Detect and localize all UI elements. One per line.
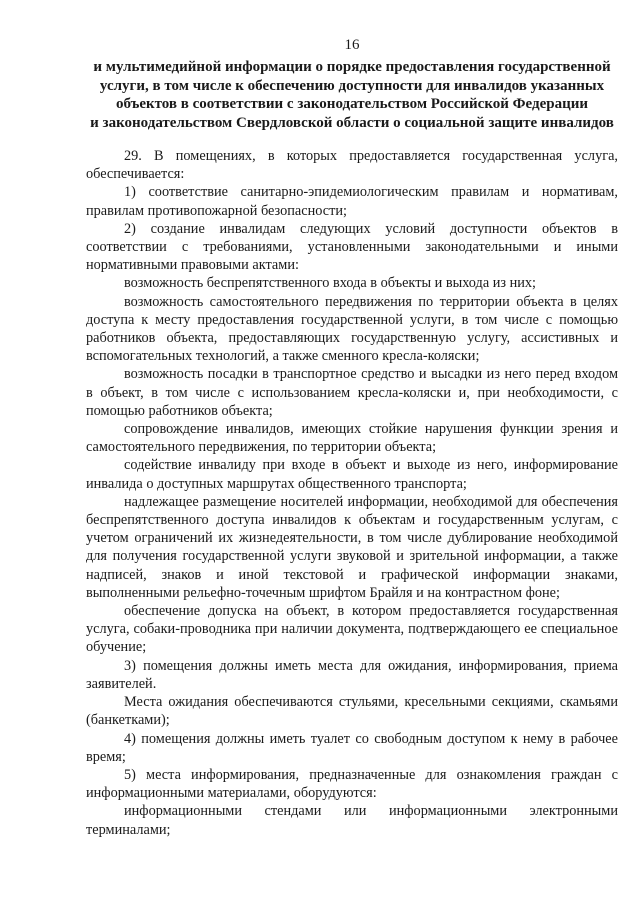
paragraph-item-1: 1) соответствие санитарно-эпидемиологическим правилам и нормативам, правилам противопожарной безопасности; [86, 184, 618, 219]
paragraph-assistance: содействие инвалиду при входе в объект и выходе из него, информирование инвалида о доступных маршрутах общественного транспорта; [86, 457, 618, 492]
heading-line: услуги, в том числе к обеспечению доступности для инвалидов указанных [99, 77, 605, 94]
paragraph-information-placement: надлежащее размещение носителей информации, необходимой для обеспечения беспрепятственного доступа инвалидов к объектам и государственным услугам, с учетом ограничений их жизнедеятельности, в том числе дублирование необходимой для получения государственной услуги звуковой и зрительной информации, а также надписей, знаков и иной текстовой и графической информации знаками, выполненными рельефно-точечным шрифтом Брайля и на контрастном фоне; [86, 493, 618, 601]
paragraph-transport: возможность посадки в транспортное средство и высадки из него перед входом в объект, в том числе с использованием кресла-коляски и, при необходимости, с помощью работников объекта; [86, 366, 618, 419]
document-page [86, 36, 618, 839]
paragraph-guide-dog: обеспечение допуска на объект, в котором предоставляется государственная услуга, собаки-проводника при наличии документа, подтверждающего ее специальное обучение; [86, 603, 618, 656]
paragraph-item-3: 3) помещения должны иметь места для ожидания, информирования, приема заявителей. [86, 657, 618, 692]
paragraph-29-intro: 29. В помещениях, в которых предоставляется государственная услуга, обеспечивается: [86, 148, 618, 183]
page-number: 16 [344, 37, 360, 53]
paragraph-item-5: 5) места информирования, предназначенные для ознакомления граждан с информационными материалами, оборудуются: [86, 766, 618, 802]
heading-line: и законодательством Свердловской области о социальной защите инвалидов [90, 114, 614, 131]
paragraph-entry-access: возможность беспрепятственного входа в объекты и выхода из них; [124, 275, 537, 292]
section-heading [86, 58, 618, 132]
document-body [86, 147, 618, 839]
heading-line: объектов в соответствии с законодательством Российской Федерации [115, 96, 589, 112]
paragraph-escort: сопровождение инвалидов, имеющих стойкие нарушения функции зрения и самостоятельного передвижения, по территории объекта; [86, 421, 618, 456]
paragraph-movement: возможность самостоятельного передвижения по территории объекта в целях доступа к месту предоставления государственной услуги, в том числе с помощью работников объекта, предоставляющих государственную услугу, ассистивных и вспомогательных технологий, а также сменного кресла-коляски; [86, 293, 618, 365]
paragraph-item-2: 2) создание инвалидам следующих условий доступности объектов в соответствии с требованиями, установленными законодательными и иными нормативными правовыми актами: [86, 220, 618, 274]
paragraph-waiting-areas: Места ожидания обеспечиваются стульями, кресельными секциями, скамьями (банкетками); [86, 694, 618, 729]
paragraph-stands: информационными стендами или информационными электронными терминалами; [86, 803, 618, 838]
paragraph-item-4: 4) помещения должны иметь туалет со свободным доступом к нему в рабочее время; [86, 730, 618, 765]
heading-line: и мультимедийной информации о порядке предоставления государственной [93, 59, 611, 75]
